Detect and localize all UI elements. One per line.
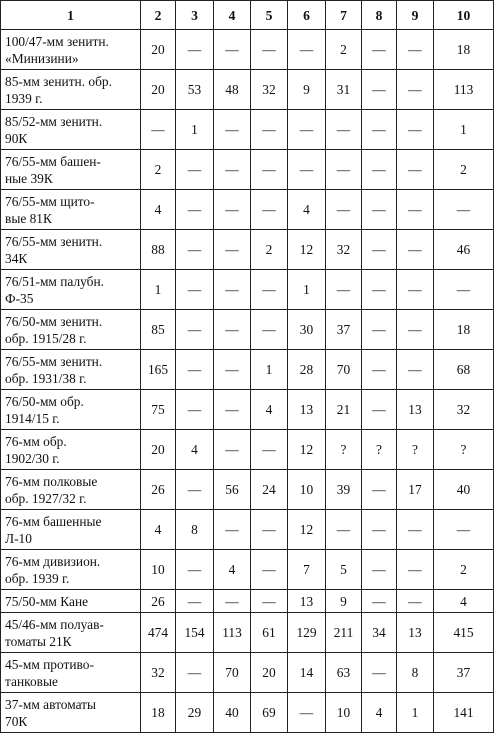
value-cell: — — [288, 110, 326, 150]
value-cell: — — [176, 653, 214, 693]
weapon-name-line: 76/55-мм зенитн. — [5, 353, 103, 369]
weapon-name-line: танковые — [5, 673, 58, 689]
value-cell: — — [326, 110, 362, 150]
value-cell: — — [326, 510, 362, 550]
value-cell: — — [362, 550, 397, 590]
value-cell: — — [251, 510, 288, 550]
value-cell: ? — [362, 430, 397, 470]
value-cell: 8 — [397, 653, 434, 693]
value-cell: 4 — [214, 550, 251, 590]
value-cell: 85 — [141, 310, 176, 350]
value-cell: 20 — [141, 430, 176, 470]
value-cell: — — [397, 510, 434, 550]
value-cell: 4 — [288, 190, 326, 230]
value-cell: — — [362, 30, 397, 70]
value-cell: 20 — [141, 70, 176, 110]
value-cell: — — [434, 270, 494, 310]
value-cell: — — [251, 550, 288, 590]
value-cell: 12 — [288, 430, 326, 470]
weapon-name-line: 76/55-мм щито- — [5, 193, 95, 209]
value-cell: 18 — [434, 30, 494, 70]
value-cell: 8 — [176, 510, 214, 550]
value-cell: — — [397, 350, 434, 390]
value-cell: 28 — [288, 350, 326, 390]
value-cell: 13 — [288, 590, 326, 613]
weapon-name-line: обр. 1931/38 г. — [5, 370, 87, 386]
value-cell: 21 — [326, 390, 362, 430]
value-cell: — — [214, 110, 251, 150]
table-row — [1, 30, 494, 70]
value-cell: — — [362, 230, 397, 270]
weapon-name-cell — [1, 653, 141, 693]
value-cell: 165 — [141, 350, 176, 390]
value-cell: — — [214, 310, 251, 350]
value-cell: 69 — [251, 693, 288, 733]
value-cell: — — [214, 430, 251, 470]
value-cell: 31 — [326, 70, 362, 110]
value-cell: 9 — [326, 590, 362, 613]
weapon-name-line: 85/52-мм зенитн. — [5, 113, 103, 129]
value-cell: — — [141, 110, 176, 150]
value-cell: — — [397, 270, 434, 310]
weapon-name-cell — [1, 693, 141, 733]
value-cell: 4 — [176, 430, 214, 470]
value-cell: — — [251, 30, 288, 70]
value-cell: 12 — [288, 230, 326, 270]
value-cell: — — [176, 550, 214, 590]
value-cell: — — [176, 310, 214, 350]
weapon-name-line: 76/55-мм башен- — [5, 153, 101, 169]
value-cell: — — [251, 430, 288, 470]
weapon-name-cell — [1, 430, 141, 470]
column-header-4: 4 — [214, 1, 251, 30]
value-cell: 10 — [326, 693, 362, 733]
value-cell: 32 — [326, 230, 362, 270]
value-cell: ? — [434, 430, 494, 470]
value-cell: — — [176, 390, 214, 430]
weapon-name-cell — [1, 350, 141, 390]
weapon-name-cell — [1, 150, 141, 190]
value-cell: — — [176, 30, 214, 70]
value-cell: 1 — [176, 110, 214, 150]
value-cell: — — [397, 150, 434, 190]
value-cell: — — [214, 350, 251, 390]
value-cell: 4 — [434, 590, 494, 613]
value-cell: 4 — [141, 190, 176, 230]
value-cell: 7 — [288, 550, 326, 590]
column-header-1: 1 — [1, 1, 141, 30]
value-cell: 18 — [141, 693, 176, 733]
column-header-3: 3 — [176, 1, 214, 30]
table-row — [1, 190, 494, 230]
table-row — [1, 350, 494, 390]
weapon-name-cell — [1, 270, 141, 310]
value-cell: — — [397, 230, 434, 270]
weapon-name-line: 100/47-мм зенитн. — [5, 33, 109, 49]
value-cell: — — [362, 390, 397, 430]
column-header-6: 6 — [288, 1, 326, 30]
value-cell: 32 — [434, 390, 494, 430]
value-cell: — — [214, 190, 251, 230]
value-cell: 4 — [141, 510, 176, 550]
value-cell: ? — [397, 430, 434, 470]
value-cell: — — [326, 270, 362, 310]
table-row — [1, 270, 494, 310]
table-row — [1, 510, 494, 550]
weapon-name-line: 76-мм дивизион. — [5, 553, 101, 569]
value-cell: — — [176, 590, 214, 613]
weapon-name-line: 37-мм автоматы — [5, 696, 97, 712]
value-cell: 88 — [141, 230, 176, 270]
value-cell: 34 — [362, 613, 397, 653]
value-cell: 75 — [141, 390, 176, 430]
value-cell: 32 — [251, 70, 288, 110]
value-cell: — — [288, 150, 326, 190]
value-cell: — — [397, 590, 434, 613]
value-cell: — — [288, 30, 326, 70]
value-cell: 29 — [176, 693, 214, 733]
value-cell: 113 — [434, 70, 494, 110]
value-cell: — — [362, 350, 397, 390]
value-cell: 17 — [397, 470, 434, 510]
table-row — [1, 70, 494, 110]
weapon-name-line: «Минизини» — [5, 50, 79, 66]
value-cell: 415 — [434, 613, 494, 653]
weapon-name-cell — [1, 310, 141, 350]
weapon-name-line: вые 81К — [5, 210, 52, 226]
value-cell: — — [397, 110, 434, 150]
value-cell: 53 — [176, 70, 214, 110]
weapon-name-line: 76-мм полковые — [5, 473, 98, 489]
value-cell: — — [362, 470, 397, 510]
value-cell: — — [214, 510, 251, 550]
weapon-name-line: 45/46-мм полуав- — [5, 616, 104, 632]
value-cell: — — [362, 150, 397, 190]
weapon-name-cell — [1, 613, 141, 653]
weapon-name-line: обр. 1927/32 г. — [5, 490, 87, 506]
value-cell: 32 — [141, 653, 176, 693]
weapon-name-cell — [1, 30, 141, 70]
value-cell: 211 — [326, 613, 362, 653]
value-cell: — — [326, 150, 362, 190]
value-cell: 1 — [141, 270, 176, 310]
header-row — [1, 1, 494, 30]
value-cell: — — [214, 390, 251, 430]
table-row — [1, 390, 494, 430]
value-cell: 13 — [397, 390, 434, 430]
value-cell: — — [251, 310, 288, 350]
value-cell: 2 — [251, 230, 288, 270]
value-cell: — — [397, 310, 434, 350]
table-row — [1, 110, 494, 150]
weapon-name-cell — [1, 550, 141, 590]
value-cell: 1 — [288, 270, 326, 310]
value-cell: — — [434, 190, 494, 230]
value-cell: 56 — [214, 470, 251, 510]
value-cell: 20 — [251, 653, 288, 693]
value-cell: 4 — [362, 693, 397, 733]
weapon-name-line: 76/50-мм зенитн. — [5, 313, 103, 329]
weapon-name-line: обр. 1939 г. — [5, 570, 70, 586]
weapon-name-line: ные 39К — [5, 170, 53, 186]
value-cell: 14 — [288, 653, 326, 693]
value-cell: — — [362, 510, 397, 550]
value-cell: — — [214, 30, 251, 70]
value-cell: 48 — [214, 70, 251, 110]
value-cell: — — [214, 270, 251, 310]
value-cell: — — [288, 693, 326, 733]
value-cell: — — [397, 30, 434, 70]
value-cell: — — [176, 470, 214, 510]
value-cell: 2 — [141, 150, 176, 190]
table-row — [1, 470, 494, 510]
value-cell: 20 — [141, 30, 176, 70]
value-cell: — — [362, 590, 397, 613]
value-cell: 129 — [288, 613, 326, 653]
value-cell: — — [251, 190, 288, 230]
weapon-name-line: 75/50-мм Кане — [5, 593, 89, 609]
value-cell: — — [326, 190, 362, 230]
column-header-9: 9 — [397, 1, 434, 30]
table-row — [1, 430, 494, 470]
value-cell: 10 — [288, 470, 326, 510]
value-cell: 70 — [326, 350, 362, 390]
table-row — [1, 693, 494, 733]
weapon-name-line: 76-мм обр. — [5, 433, 67, 449]
table-row — [1, 230, 494, 270]
value-cell: — — [251, 150, 288, 190]
weapon-name-line: 1914/15 г. — [5, 410, 60, 426]
table-row — [1, 613, 494, 653]
value-cell: 9 — [288, 70, 326, 110]
value-cell: 2 — [434, 550, 494, 590]
value-cell: — — [176, 150, 214, 190]
weapon-name-line: 1902/30 г. — [5, 450, 60, 466]
value-cell: 26 — [141, 590, 176, 613]
value-cell: — — [251, 270, 288, 310]
value-cell: 61 — [251, 613, 288, 653]
value-cell: — — [397, 190, 434, 230]
value-cell: 39 — [326, 470, 362, 510]
column-header-5: 5 — [251, 1, 288, 30]
value-cell: — — [362, 190, 397, 230]
value-cell: 1 — [397, 693, 434, 733]
value-cell: — — [434, 510, 494, 550]
value-cell: — — [176, 350, 214, 390]
value-cell: — — [397, 70, 434, 110]
weapon-name-line: Л-10 — [5, 530, 32, 546]
value-cell: — — [362, 653, 397, 693]
value-cell: — — [214, 150, 251, 190]
weapon-name-cell — [1, 190, 141, 230]
value-cell: — — [176, 270, 214, 310]
value-cell: 13 — [397, 613, 434, 653]
value-cell: — — [362, 270, 397, 310]
weapon-name-line: 76/51-мм палубн. — [5, 273, 105, 289]
value-cell: — — [397, 550, 434, 590]
table-row — [1, 590, 494, 613]
value-cell: 13 — [288, 390, 326, 430]
weapon-name-line: 90К — [5, 130, 28, 146]
value-cell: 2 — [434, 150, 494, 190]
weapon-name-line: 34К — [5, 250, 28, 266]
value-cell: 40 — [434, 470, 494, 510]
weapon-name-cell — [1, 230, 141, 270]
value-cell: 18 — [434, 310, 494, 350]
weapon-name-cell — [1, 70, 141, 110]
value-cell: — — [214, 590, 251, 613]
weapon-name-line: обр. 1915/28 г. — [5, 330, 87, 346]
value-cell: 1 — [251, 350, 288, 390]
value-cell: 12 — [288, 510, 326, 550]
table-body — [1, 30, 494, 733]
weapon-name-line: Ф-35 — [5, 290, 34, 306]
column-header-8: 8 — [362, 1, 397, 30]
value-cell: 10 — [141, 550, 176, 590]
weapon-name-line: 1939 г. — [5, 90, 43, 106]
weapon-name-line: 70К — [5, 713, 28, 729]
value-cell: — — [362, 310, 397, 350]
weapon-name-line: 76/50-мм обр. — [5, 393, 84, 409]
value-cell: 68 — [434, 350, 494, 390]
weapon-name-line: 76/55-мм зенитн. — [5, 233, 103, 249]
value-cell: 5 — [326, 550, 362, 590]
value-cell: ? — [326, 430, 362, 470]
weapon-name-line: томаты 21К — [5, 633, 72, 649]
value-cell: 70 — [214, 653, 251, 693]
value-cell: — — [214, 230, 251, 270]
value-cell: 474 — [141, 613, 176, 653]
table-row — [1, 653, 494, 693]
value-cell: — — [251, 110, 288, 150]
weapon-name-cell — [1, 590, 141, 613]
value-cell: 141 — [434, 693, 494, 733]
weapon-name-line: 45-мм противо- — [5, 656, 94, 672]
value-cell: 30 — [288, 310, 326, 350]
value-cell: — — [251, 590, 288, 613]
table-row — [1, 150, 494, 190]
value-cell: 24 — [251, 470, 288, 510]
table-row — [1, 310, 494, 350]
value-cell: 1 — [434, 110, 494, 150]
value-cell: — — [176, 190, 214, 230]
value-cell: — — [176, 230, 214, 270]
value-cell: 154 — [176, 613, 214, 653]
value-cell: 40 — [214, 693, 251, 733]
value-cell: 63 — [326, 653, 362, 693]
weapon-name-cell — [1, 510, 141, 550]
value-cell: 4 — [251, 390, 288, 430]
weapon-name-line: 85-мм зенитн. обр. — [5, 73, 112, 89]
value-cell: 113 — [214, 613, 251, 653]
value-cell: — — [362, 70, 397, 110]
value-cell: — — [362, 110, 397, 150]
value-cell: 46 — [434, 230, 494, 270]
value-cell: 37 — [326, 310, 362, 350]
value-cell: 2 — [326, 30, 362, 70]
table-row — [1, 550, 494, 590]
weapon-name-cell — [1, 110, 141, 150]
value-cell: 26 — [141, 470, 176, 510]
weapon-name-cell — [1, 470, 141, 510]
weapon-name-cell — [1, 390, 141, 430]
column-header-2: 2 — [141, 1, 176, 30]
value-cell: 37 — [434, 653, 494, 693]
column-header-7: 7 — [326, 1, 362, 30]
weapon-name-line: 76-мм башенные — [5, 513, 102, 529]
column-header-10: 10 — [434, 1, 494, 30]
